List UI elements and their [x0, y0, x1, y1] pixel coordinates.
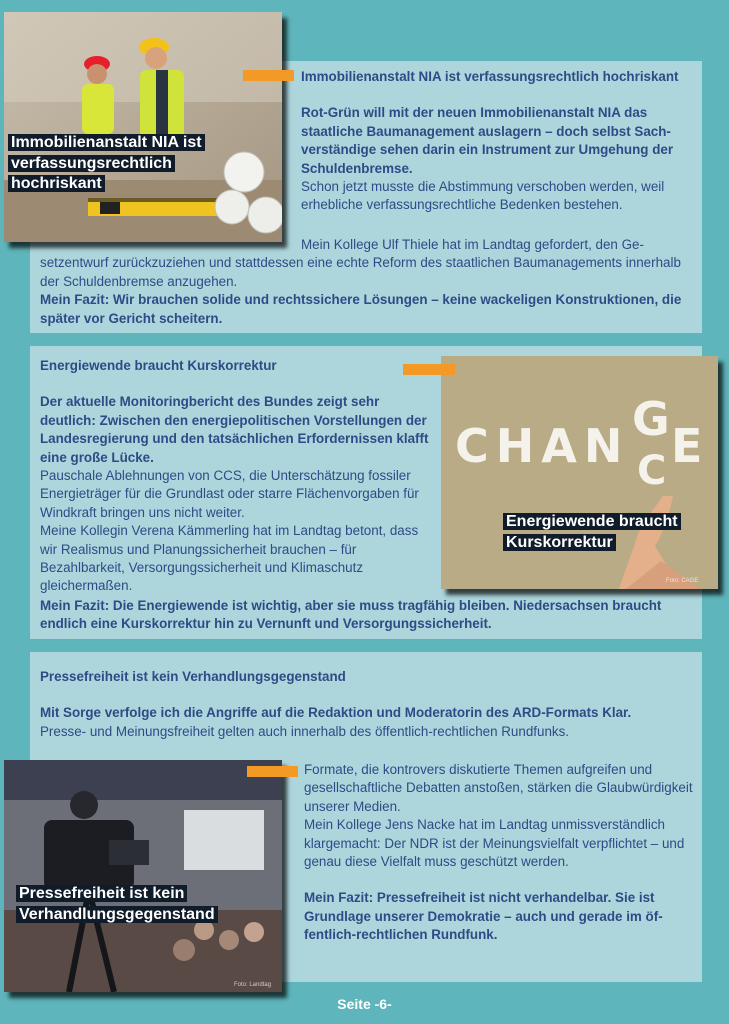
- section-press-conclusion: Mein Fazit: Pressefreiheit ist nicht verhandelbar. Sie ist Grundlage unserer Demokratie – auch und gerade im öffentlich-rechtlichen Rundfunk.: [304, 890, 663, 943]
- section-energy-body2: Meine Kollegin Verena Kämmerling hat im Landtag betont, dass wir Realismus und Planungssicherheit brauchen – für Bezahlbarkeit, Versorgungssicherheit und Klimaschutz gleichermaßen.: [40, 523, 419, 594]
- section-press-body3: Mein Kollege Jens Nacke hat im Landtag unmissverständlich klargemacht: Der NDR ist der Meinungsvielfalt verpflichtet – und genau diese Vielfalt muss geschützt werden.: [304, 817, 685, 870]
- change-letter-e: E: [671, 419, 703, 473]
- section-nia-text-top: [301, 68, 693, 215]
- page-number: Seite -6-: [337, 996, 392, 1012]
- section-energy-intro: Der aktuelle Monitoringbericht des Bundes zeigt sehr deutlich: Zwischen den energiepolitischen Vorstellungen der Landesregierung und den tatsächlichen Erfordernissen klafft eine große Lücke.: [40, 394, 429, 465]
- press-photo-credit: Foto: Landtag: [234, 982, 272, 988]
- section-energy-heading: Energiewende braucht Kurskorrektur: [40, 358, 277, 373]
- section-energy-text-left: [40, 357, 432, 596]
- press-photo: [4, 760, 282, 992]
- section-press-body1: Presse- und Meinungsfreiheit gelten auch innerhalb des öffentlich-rechtlichen Rundfunks.: [40, 723, 570, 739]
- section-nia-intro: Rot-Grün will mit der neuen Immobilienanstalt NIA das staatliche Baumanagement auslagern – doch selbst Sachverständige sehen darin ein Instrument zur Umgehung der Schuldenbremse.: [301, 105, 674, 176]
- section-energy-text-bottom: [40, 597, 700, 634]
- accent-bar-nia: [243, 70, 294, 81]
- accent-bar-press: [247, 766, 298, 777]
- change-photo: [441, 356, 718, 589]
- section-energy-body1: Pauschale Ablehnungen von CCS, die Unterschätzung fossiler Energieträger für die Grundlast oder starre Flächenvorgaben für Windkraft bringen uns nicht weiter.: [40, 468, 419, 520]
- construction-workers-image: [4, 12, 282, 242]
- section-energy-conclusion: Mein Fazit: Die Energiewende ist wichtig, aber sie muss tragfähig bleiben. Niedersachsen braucht endlich eine Kurskorrektur hin zu Vernunft und Versorgungssicherheit.: [40, 598, 662, 632]
- section-nia-conclusion: Mein Fazit: Wir brauchen solide und rechtssichere Lösungen – keine wackeligen Konstruktionen, die später vor Gericht scheitern.: [40, 292, 682, 326]
- section-press-text-top: [40, 668, 695, 741]
- accent-bar-energy: [403, 364, 455, 375]
- change-letter-g: G: [632, 392, 670, 446]
- construction-photo-caption: Immobilienanstalt NIA ist verfassungsrechtlich hochriskant: [8, 133, 226, 195]
- press-camera-image: [4, 760, 282, 992]
- construction-photo: [4, 12, 282, 242]
- section-press-intro: Mit Sorge verfolge ich die Angriffe auf die Redaktion und Moderatorin des ARD-Formats Klar.: [40, 705, 632, 721]
- change-photo-credit: Foto: CAGE: [666, 578, 699, 584]
- section-press-heading: Pressefreiheit ist kein Verhandlungsgegenstand: [40, 669, 346, 684]
- change-word: CHAN: [455, 419, 630, 473]
- section-nia-text-bottom: [40, 236, 692, 328]
- section-nia-heading: Immobilienanstalt NIA ist verfassungsrechtlich hochriskant: [301, 69, 679, 84]
- press-photo-caption: Pressefreiheit ist kein Verhandlungsgegenstand: [16, 884, 256, 925]
- section-nia-body2: Mein Kollege Ulf Thiele hat im Landtag gefordert, den Gesetzentwurf zurückzuziehen und stattdessen eine echte Reform des staatlichen Baumanagements innerhalb der Schuldenbremse anzugehen.: [40, 237, 681, 289]
- change-photo-caption: Energiewende braucht Kurskorrektur: [503, 512, 703, 553]
- section-nia-body1: Schon jetzt musste die Abstimmung verschoben werden, weil erhebliche verfassungsrechtliche Bedenken bestehen.: [301, 179, 665, 213]
- section-press-body2: Formate, die kontrovers diskutierte Themen aufgreifen und gesellschaftliche Debatten anstoßen, stärken die Glaubwürdigkeit unserer Medien.: [304, 762, 693, 814]
- change-letter-c: C: [637, 448, 667, 494]
- section-press-text-right: [304, 761, 696, 945]
